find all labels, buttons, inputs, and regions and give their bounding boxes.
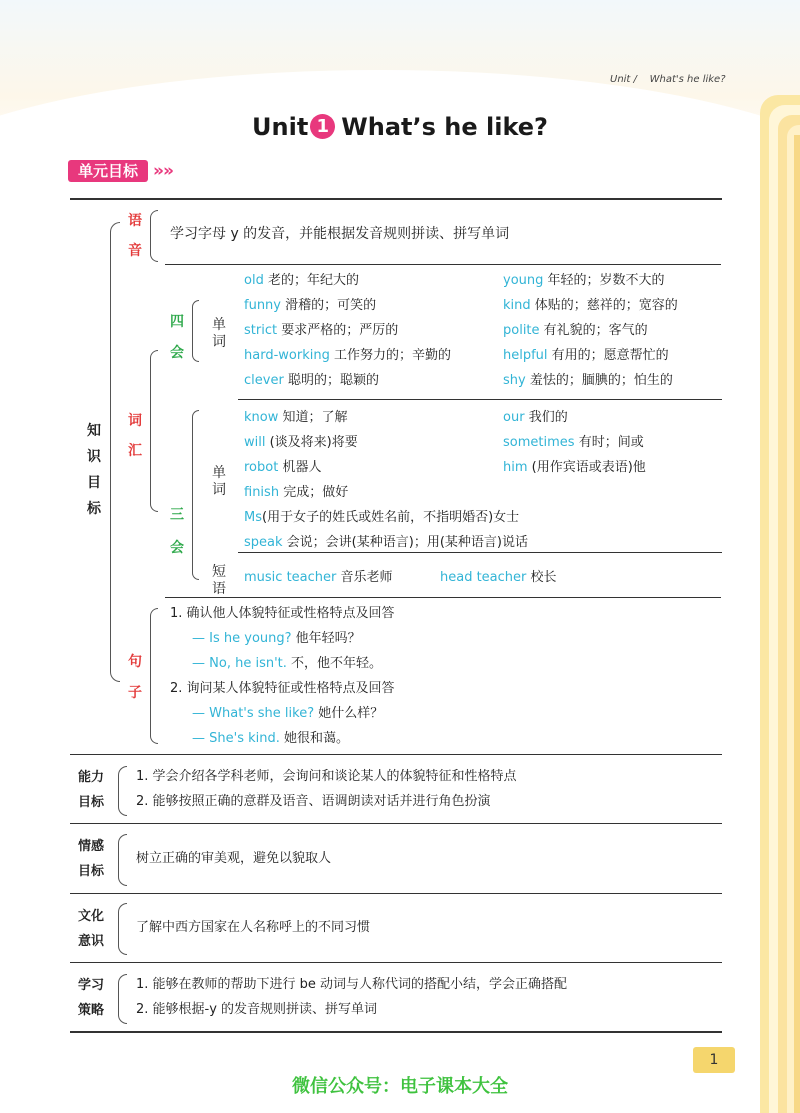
section-label: 单元目标 — [68, 160, 148, 182]
vocab-word: will (谈及将来)将要 — [244, 435, 358, 450]
pronunciation-label-char: 音 — [128, 243, 142, 259]
ability-label: 能力 — [78, 770, 105, 785]
sentences-brace — [150, 608, 158, 744]
vocab-word: strict 要求严格的；严厉的 — [244, 323, 399, 338]
culture-item: 了解中西方国家在人名称呼上的不同习惯 — [136, 920, 371, 935]
four-skills-brace — [192, 300, 199, 362]
sentence-line: — What's she like? 她什么样？ — [192, 706, 384, 721]
vocabulary-brace — [150, 350, 158, 512]
ability-item: 1. 学会介绍各学科老师，会询问和谈论某人的体貌特征和性格特点 — [136, 769, 517, 784]
sentence-heading: 2. 询问某人体貌特征或性格特点及回答 — [170, 681, 395, 696]
knowledge-label-char: 知 — [87, 423, 101, 439]
sentence-line: — She's kind. 她很和蔼。 — [192, 731, 350, 746]
words-label-char: 单 — [212, 317, 226, 333]
vocab-word: finish 完成；做好 — [244, 485, 349, 500]
vocab-phrase: head teacher 校长 — [440, 570, 557, 585]
page-title — [0, 113, 800, 141]
vocab-word: young 年轻的；岁数不大的 — [503, 273, 665, 288]
emotion-label: 目标 — [78, 864, 105, 879]
ability-label: 目标 — [78, 795, 105, 810]
three-skills-label-char: 会 — [170, 540, 184, 556]
vocab-word: robot 机器人 — [244, 460, 322, 475]
section-divider — [70, 754, 722, 755]
vocab-word: polite 有礼貌的；客气的 — [503, 323, 648, 338]
header-swoop — [0, 70, 800, 330]
row-divider — [165, 264, 721, 265]
section-divider — [70, 893, 722, 894]
culture-brace — [118, 903, 127, 955]
row-divider — [238, 399, 722, 400]
strategy-brace — [118, 974, 127, 1024]
section-divider — [70, 962, 722, 963]
row-divider — [238, 552, 722, 553]
vocab-word: our 我们的 — [503, 410, 568, 425]
vocab-word: speak 会说；会讲(某种语言)；用(某种语言)说话 — [244, 535, 528, 550]
running-header: Unit / What's he like? — [610, 74, 726, 85]
ability-item: 2. 能够按照正确的意群及语音、语调朗读对话并进行角色扮演 — [136, 794, 491, 809]
strategy-label: 策略 — [78, 1003, 105, 1018]
vocabulary-label-char: 汇 — [128, 443, 142, 459]
vocab-phrase: music teacher 音乐老师 — [244, 570, 393, 585]
three-skills-brace — [192, 410, 199, 580]
knowledge-label-char: 识 — [87, 449, 101, 465]
knowledge-brace — [110, 222, 120, 682]
words-label-char: 单 — [212, 465, 226, 481]
culture-label: 文化 — [78, 909, 105, 924]
vocab-word: old 老的；年纪大的 — [244, 273, 359, 288]
strategy-item: 2. 能够根据-y 的发音规则拼读、拼写单词 — [136, 1002, 378, 1017]
culture-label: 意识 — [78, 934, 105, 949]
watermark-text: 微信公众号：电子课本大全 — [292, 1076, 508, 1097]
pronunciation-label-char: 语 — [128, 213, 142, 229]
pronunciation-text: 学习字母 y 的发音，并能根据发音规则拼读、拼写单词 — [170, 226, 510, 242]
phrases-label-char: 短 — [212, 564, 226, 580]
vocab-word: know 知道；了解 — [244, 410, 348, 425]
chevron-right-icon: » — [163, 161, 174, 181]
sentence-heading: 1. 确认他人体貌特征或性格特点及回答 — [170, 606, 395, 621]
emotion-item: 树立正确的审美观，避免以貌取人 — [136, 851, 332, 866]
vocab-word: sometimes 有时；间或 — [503, 435, 644, 450]
vocab-word: him (用作宾语或表语)他 — [503, 460, 646, 475]
vocab-word: helpful 有用的；愿意帮忙的 — [503, 348, 669, 363]
vocab-word: kind 体贴的；慈祥的；宽容的 — [503, 298, 678, 313]
table-bottom-rule — [70, 1031, 722, 1033]
vocab-word: clever 聪明的；聪颖的 — [244, 373, 379, 388]
strategy-label: 学习 — [78, 978, 105, 993]
vocabulary-label-char: 词 — [128, 413, 142, 429]
ability-brace — [118, 766, 127, 816]
strategy-item: 1. 能够在教师的帮助下进行 be 动词与人称代词的搭配小结，学会正确搭配 — [136, 977, 568, 992]
knowledge-label-char: 目 — [87, 475, 101, 491]
chevron-right-icon: » — [153, 161, 164, 181]
vocab-word: funny 滑稽的；可笑的 — [244, 298, 377, 313]
sentence-line: — No, he isn't. 不，他不年轻。 — [192, 656, 383, 671]
unit-number-badge: 1 — [310, 114, 335, 139]
unit-title: What’s he like? — [341, 113, 548, 141]
unit-word: Unit — [252, 113, 309, 141]
vocab-word: Ms(用于女子的姓氏或姓名前，不指明婚否)女士 — [244, 510, 520, 525]
three-skills-label-char: 三 — [170, 507, 184, 523]
words-label-char: 词 — [212, 482, 226, 498]
section-divider — [70, 823, 722, 824]
vocab-word: shy 羞怯的；腼腆的；怕生的 — [503, 373, 673, 388]
vocab-word: hard-working 工作努力的；辛勤的 — [244, 348, 451, 363]
sentence-line: — Is he young? 他年轻吗？ — [192, 631, 361, 646]
page-edge-decoration — [794, 135, 800, 1113]
emotion-label: 情感 — [78, 839, 105, 854]
four-skills-label-char: 会 — [170, 345, 184, 361]
words-label-char: 词 — [212, 334, 226, 350]
table-top-rule — [70, 198, 722, 200]
sentences-label-char: 子 — [128, 685, 142, 701]
pronunciation-brace — [150, 210, 158, 262]
knowledge-label-char: 标 — [87, 501, 101, 517]
row-divider — [165, 597, 721, 598]
four-skills-label-char: 四 — [170, 314, 184, 330]
emotion-brace — [118, 834, 127, 886]
page-number: 1 — [693, 1047, 735, 1073]
sentences-label-char: 句 — [128, 654, 142, 670]
phrases-label-char: 语 — [212, 581, 226, 597]
